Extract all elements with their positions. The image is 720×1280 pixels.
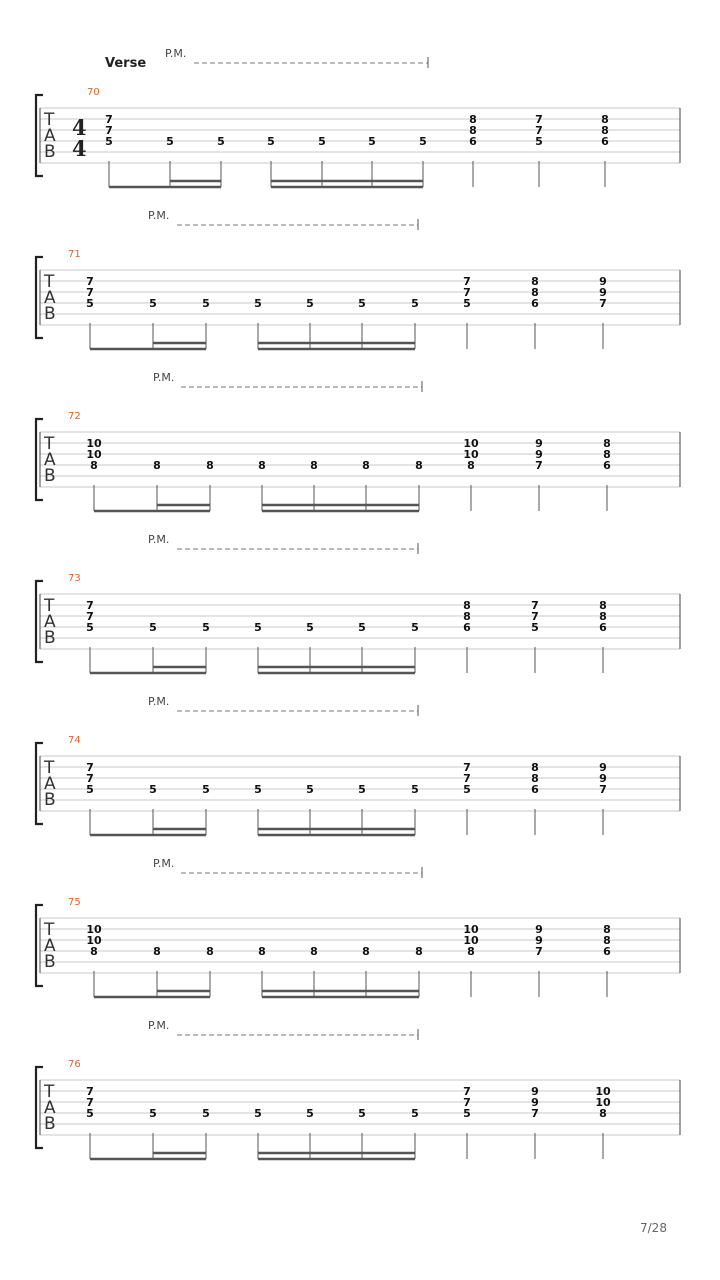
fret-number: 7	[86, 599, 94, 612]
fret-number: 5	[149, 783, 157, 796]
fret-number: 8	[603, 934, 611, 947]
measure-number: 73	[68, 573, 81, 584]
fret-number: 5	[149, 297, 157, 310]
tab-system-71	[36, 209, 680, 349]
fret-number: 8	[463, 599, 471, 612]
measure-number: 74	[68, 735, 81, 746]
fret-number: 8	[463, 610, 471, 623]
palm-mute-marker	[153, 857, 422, 878]
tab-clef-a: A	[44, 612, 56, 632]
tab-clef-t: T	[44, 110, 55, 130]
fret-number: 7	[463, 1085, 471, 1098]
palm-mute-marker	[148, 1019, 418, 1040]
tab-clef-t: T	[44, 434, 55, 454]
fret-number: 5	[86, 297, 94, 310]
palm-mute-marker	[148, 695, 418, 716]
tab-system-74	[36, 695, 680, 835]
fret-number: 9	[599, 772, 607, 785]
palm-mute-marker	[165, 47, 428, 68]
tab-clef-b: B	[44, 304, 56, 324]
palm-mute-label: P.M.	[148, 1019, 170, 1032]
fret-number: 5	[105, 135, 113, 148]
fret-number: 6	[599, 621, 607, 634]
fret-number: 5	[368, 135, 376, 148]
tab-clef-t: T	[44, 920, 55, 940]
fret-number: 10	[463, 448, 479, 461]
fret-number: 8	[206, 945, 214, 958]
fret-number: 7	[599, 783, 607, 796]
fret-number: 5	[149, 1107, 157, 1120]
fret-number: 8	[603, 923, 611, 936]
fret-number: 8	[415, 459, 423, 472]
fret-number: 7	[599, 297, 607, 310]
fret-number: 5	[166, 135, 174, 148]
fret-number: 8	[467, 459, 475, 472]
fret-number: 7	[86, 275, 94, 288]
fret-number: 8	[310, 945, 318, 958]
fret-number: 9	[535, 934, 543, 947]
fret-number: 5	[254, 783, 262, 796]
tab-system-72	[36, 371, 680, 511]
measure-number: 76	[68, 1059, 81, 1070]
fret-number: 5	[202, 297, 210, 310]
fret-number: 6	[531, 783, 539, 796]
fret-number: 5	[86, 783, 94, 796]
tab-clef-b: B	[44, 790, 56, 810]
fret-number: 8	[206, 459, 214, 472]
fret-number: 7	[531, 1107, 539, 1120]
fret-number: 10	[86, 437, 102, 450]
fret-number: 9	[535, 437, 543, 450]
fret-number: 5	[463, 297, 471, 310]
palm-mute-label: P.M.	[153, 371, 175, 384]
fret-number: 5	[463, 783, 471, 796]
fret-number: 5	[411, 297, 419, 310]
tab-clef-t: T	[44, 596, 55, 616]
fret-number: 8	[531, 286, 539, 299]
fret-number: 8	[599, 610, 607, 623]
fret-number: 7	[531, 610, 539, 623]
fret-number: 8	[362, 459, 370, 472]
fret-number: 8	[469, 124, 477, 137]
fret-number: 8	[599, 599, 607, 612]
tab-clef-t: T	[44, 1082, 55, 1102]
fret-number: 5	[531, 621, 539, 634]
fret-number: 6	[531, 297, 539, 310]
fret-number: 10	[595, 1085, 611, 1098]
fret-number: 8	[603, 437, 611, 450]
fret-number: 8	[153, 945, 161, 958]
fret-number: 5	[419, 135, 427, 148]
tab-clef-a: A	[44, 774, 56, 794]
fret-number: 7	[535, 124, 543, 137]
page-number: 7/28	[640, 1221, 667, 1235]
palm-mute-label: P.M.	[148, 695, 170, 708]
fret-number: 5	[411, 621, 419, 634]
measure-number: 72	[68, 411, 81, 422]
fret-number: 10	[86, 923, 102, 936]
palm-mute-marker	[148, 209, 418, 230]
fret-number: 10	[463, 923, 479, 936]
measure-number: 71	[68, 249, 81, 260]
fret-number: 8	[601, 124, 609, 137]
fret-number: 5	[318, 135, 326, 148]
fret-number: 7	[105, 113, 113, 126]
fret-number: 5	[149, 621, 157, 634]
fret-number: 9	[531, 1085, 539, 1098]
tab-clef-a: A	[44, 126, 56, 146]
section-label: Verse	[105, 56, 147, 71]
fret-number: 9	[599, 286, 607, 299]
fret-number: 7	[535, 113, 543, 126]
fret-number: 7	[105, 124, 113, 137]
fret-number: 5	[358, 621, 366, 634]
fret-number: 8	[467, 945, 475, 958]
fret-number: 5	[202, 783, 210, 796]
fret-number: 7	[531, 599, 539, 612]
fret-number: 8	[362, 945, 370, 958]
fret-number: 8	[415, 945, 423, 958]
fret-number: 8	[90, 945, 98, 958]
fret-number: 5	[202, 1107, 210, 1120]
fret-number: 7	[86, 286, 94, 299]
fret-number: 5	[202, 621, 210, 634]
fret-number: 5	[306, 783, 314, 796]
fret-number: 7	[86, 1096, 94, 1109]
fret-number: 5	[254, 621, 262, 634]
time-signature-top: 4	[72, 115, 87, 140]
fret-number: 8	[531, 761, 539, 774]
fret-number: 5	[86, 621, 94, 634]
tab-clef-b: B	[44, 142, 56, 162]
fret-number: 8	[531, 772, 539, 785]
fret-number: 8	[531, 275, 539, 288]
time-signature-bottom: 4	[72, 136, 87, 161]
fret-number: 9	[531, 1096, 539, 1109]
fret-number: 7	[86, 772, 94, 785]
measure-number: 70	[87, 87, 100, 98]
fret-number: 6	[601, 135, 609, 148]
palm-mute-label: P.M.	[153, 857, 175, 870]
fret-number: 8	[601, 113, 609, 126]
fret-number: 9	[599, 761, 607, 774]
fret-number: 5	[306, 297, 314, 310]
fret-number: 5	[306, 1107, 314, 1120]
palm-mute-marker	[153, 371, 422, 392]
palm-mute-label: P.M.	[148, 533, 170, 546]
fret-number: 10	[463, 437, 479, 450]
tab-clef-a: A	[44, 1098, 56, 1118]
tab-system-73	[36, 533, 680, 673]
fret-number: 8	[90, 459, 98, 472]
tab-clef-b: B	[44, 628, 56, 648]
palm-mute-marker	[148, 533, 418, 554]
fret-number: 8	[310, 459, 318, 472]
fret-number: 5	[86, 1107, 94, 1120]
fret-number: 5	[267, 135, 275, 148]
fret-number: 5	[411, 783, 419, 796]
fret-number: 7	[463, 275, 471, 288]
fret-number: 8	[603, 448, 611, 461]
fret-number: 6	[463, 621, 471, 634]
tab-systems	[36, 47, 680, 1159]
fret-number: 7	[535, 945, 543, 958]
palm-mute-label: P.M.	[165, 47, 187, 60]
tab-clef-a: A	[44, 936, 56, 956]
fret-number: 7	[463, 772, 471, 785]
fret-number: 5	[358, 783, 366, 796]
tab-clef-a: A	[44, 288, 56, 308]
fret-number: 7	[463, 1096, 471, 1109]
palm-mute-label: P.M.	[148, 209, 170, 222]
tab-clef-t: T	[44, 272, 55, 292]
fret-number: 9	[535, 923, 543, 936]
fret-number: 7	[463, 761, 471, 774]
fret-number: 5	[463, 1107, 471, 1120]
tab-clef-b: B	[44, 952, 56, 972]
fret-number: 5	[358, 297, 366, 310]
fret-number: 7	[86, 1085, 94, 1098]
fret-number: 5	[306, 621, 314, 634]
fret-number: 7	[86, 761, 94, 774]
tab-system-76	[36, 1019, 680, 1159]
fret-number: 9	[535, 448, 543, 461]
tab-clef-t: T	[44, 758, 55, 778]
fret-number: 8	[258, 945, 266, 958]
fret-number: 5	[254, 1107, 262, 1120]
tab-system-75	[36, 857, 680, 997]
fret-number: 8	[258, 459, 266, 472]
fret-number: 6	[603, 945, 611, 958]
tab-clef-b: B	[44, 466, 56, 486]
fret-number: 7	[535, 459, 543, 472]
fret-number: 6	[469, 135, 477, 148]
fret-number: 8	[153, 459, 161, 472]
tab-clef-b: B	[44, 1114, 56, 1134]
fret-number: 8	[599, 1107, 607, 1120]
fret-number: 10	[463, 934, 479, 947]
fret-number: 5	[411, 1107, 419, 1120]
fret-number: 5	[217, 135, 225, 148]
tab-clef-a: A	[44, 450, 56, 470]
fret-number: 10	[86, 934, 102, 947]
fret-number: 10	[86, 448, 102, 461]
fret-number: 6	[603, 459, 611, 472]
fret-number: 9	[599, 275, 607, 288]
fret-number: 7	[463, 286, 471, 299]
fret-number: 5	[254, 297, 262, 310]
fret-number: 7	[86, 610, 94, 623]
fret-number: 5	[535, 135, 543, 148]
measure-number: 75	[68, 897, 81, 908]
fret-number: 8	[469, 113, 477, 126]
fret-number: 10	[595, 1096, 611, 1109]
fret-number: 5	[358, 1107, 366, 1120]
